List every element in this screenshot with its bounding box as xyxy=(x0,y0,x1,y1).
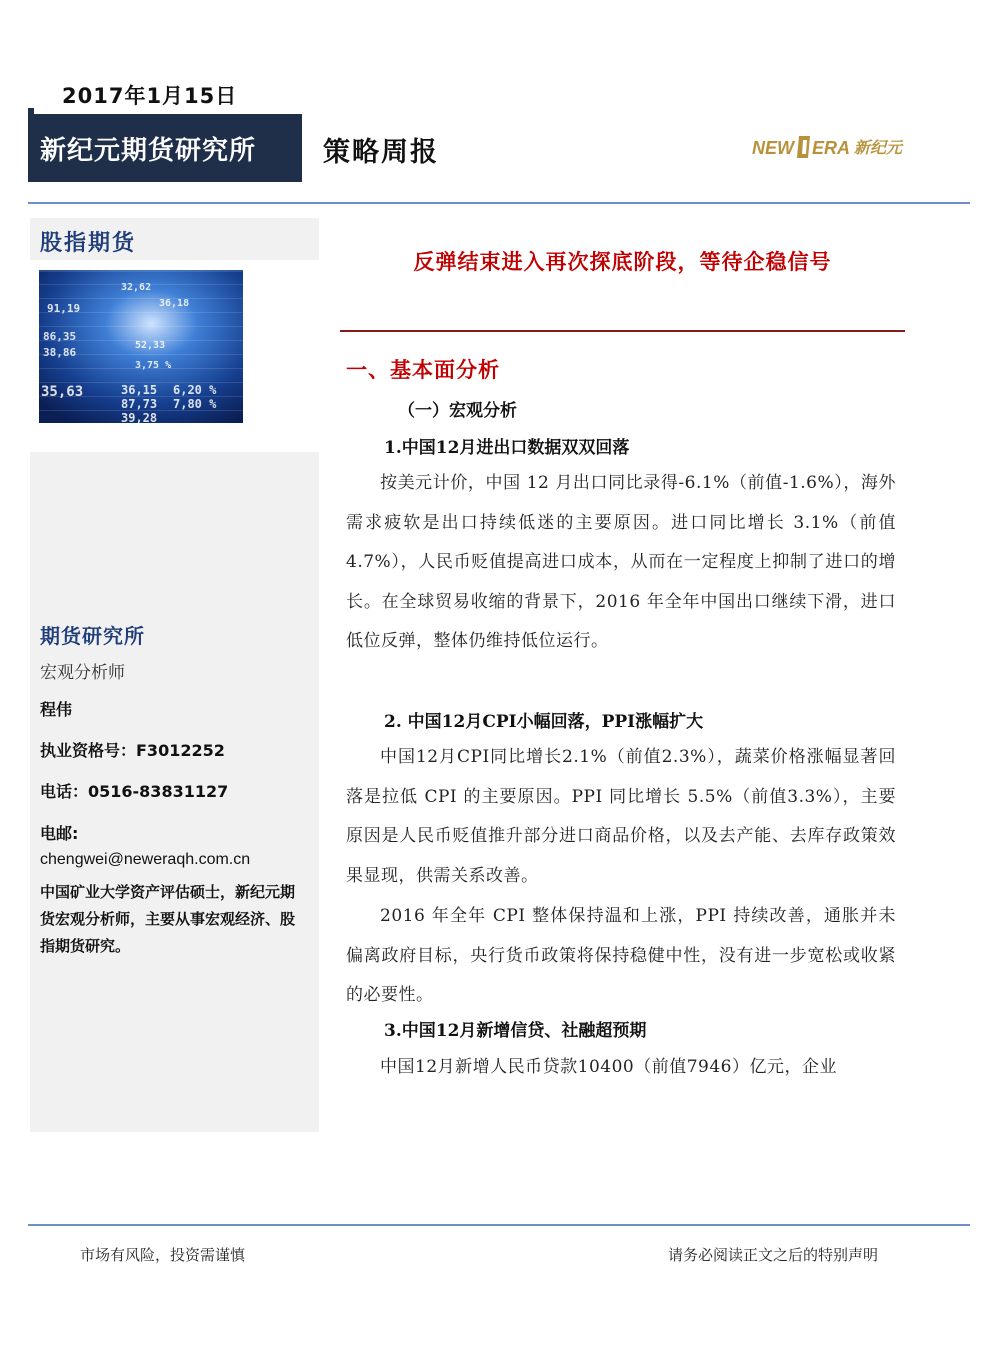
institute-label: 期货研究所 xyxy=(40,624,145,648)
analyst-role: 宏观分析师 xyxy=(40,663,125,683)
report-type: 策略周报 xyxy=(323,137,439,168)
analyst-name: 程伟 xyxy=(40,700,73,719)
logo-mark-icon xyxy=(797,136,810,158)
subsection-heading: （一）宏观分析 xyxy=(398,401,517,421)
stock-ticker-image xyxy=(39,270,243,423)
svg-text:6,20 %: 6,20 % xyxy=(173,383,217,397)
new-era-logo xyxy=(752,133,942,161)
svg-text:7,80 %: 7,80 % xyxy=(173,397,217,411)
analyst-phone: 电话：0516-83831127 xyxy=(40,782,229,801)
topic-heading-2: 2. 中国12月CPI小幅回落，PPI涨幅扩大 xyxy=(384,712,704,732)
svg-text:38,86: 38,86 xyxy=(43,346,77,359)
report-headline: 反弹结束进入再次探底阶段，等待企稳信号 xyxy=(413,249,832,274)
report-date: 2017年1月15日 xyxy=(62,84,238,108)
email-label: 电邮: xyxy=(40,824,79,843)
header-divider xyxy=(28,202,970,204)
svg-text:32,62: 32,62 xyxy=(121,282,152,293)
analyst-license: 执业资格号：F3012252 xyxy=(40,741,225,760)
logo-text-new: NEW xyxy=(752,138,794,158)
svg-text:91,19: 91,19 xyxy=(47,302,81,315)
svg-text:52,33: 52,33 xyxy=(135,340,166,351)
analyst-bio: 中国矿业大学资产评估硕士，新纪元期货宏观分析师，主要从事宏观经济、股指期货研究。 xyxy=(40,883,296,955)
risk-warning: 市场有风险，投资需谨慎 xyxy=(80,1246,246,1264)
paragraph-1: 按美元计价，中国 12 月出口同比录得-6.1%（前值-1.6%），海外需求疲软是出口持续低迷的主要原因。进口同比增长 3.1%（前值 4.7%），人民币贬值提高进口成本，从而在一定程度上抑制了进口的增长。在全球贸易收缩的背景下，2016 年全年中国出口继续下滑，进口低位反弹，整体仍维持低位运行。 xyxy=(346,473,896,651)
paragraph-4: 中国12月新增人民币贷款10400（前值7946）亿元，企业 xyxy=(380,1057,837,1077)
paragraph-3: 2016 年全年 CPI 整体保持温和上涨，PPI 持续改善，通胀并未偏离政府目标，央行货币政策将保持稳健中性，没有进一步宽松或收紧的必要性。 xyxy=(346,906,896,1005)
paragraph-2: 中国12月CPI同比增长2.1%（前值2.3%），蔬菜价格涨幅显著回落是拉低 CPI 的主要原因。PPI 同比增长 5.5%（前值3.3%），主要原因是人民币贬值推升部分进口商品价格，以及去产能、去库存政策效果显现，供需关系改善。 xyxy=(346,747,896,886)
footer-divider xyxy=(28,1224,970,1226)
svg-text:87,73: 87,73 xyxy=(121,397,158,411)
topic-heading-3: 3.中国12月新增信贷、社融超预期 xyxy=(384,1021,647,1041)
disclaimer-notice: 请务必阅读正文之后的特别声明 xyxy=(668,1246,879,1264)
svg-text:86,35: 86,35 xyxy=(43,330,77,343)
svg-text:36,18: 36,18 xyxy=(159,298,190,309)
topic-heading-1: 1.中国12月进出口数据双双回落 xyxy=(384,438,630,458)
svg-text:35,63: 35,63 xyxy=(41,384,84,400)
svg-text:39,28: 39,28 xyxy=(121,411,158,423)
svg-text:36,15: 36,15 xyxy=(121,383,158,397)
sector-label: 股指期货 xyxy=(40,230,137,256)
headline-divider xyxy=(340,330,905,332)
analyst-email[interactable]: chengwei@neweraqh.com.cn xyxy=(40,851,251,868)
logo-text-cn: 新纪元 xyxy=(854,138,903,157)
org-name: 新纪元期货研究所 xyxy=(40,136,257,166)
logo-text-era: ERA xyxy=(812,138,851,158)
section-heading: 一、基本面分析 xyxy=(346,357,500,382)
svg-text:3,75 %: 3,75 % xyxy=(135,360,172,371)
